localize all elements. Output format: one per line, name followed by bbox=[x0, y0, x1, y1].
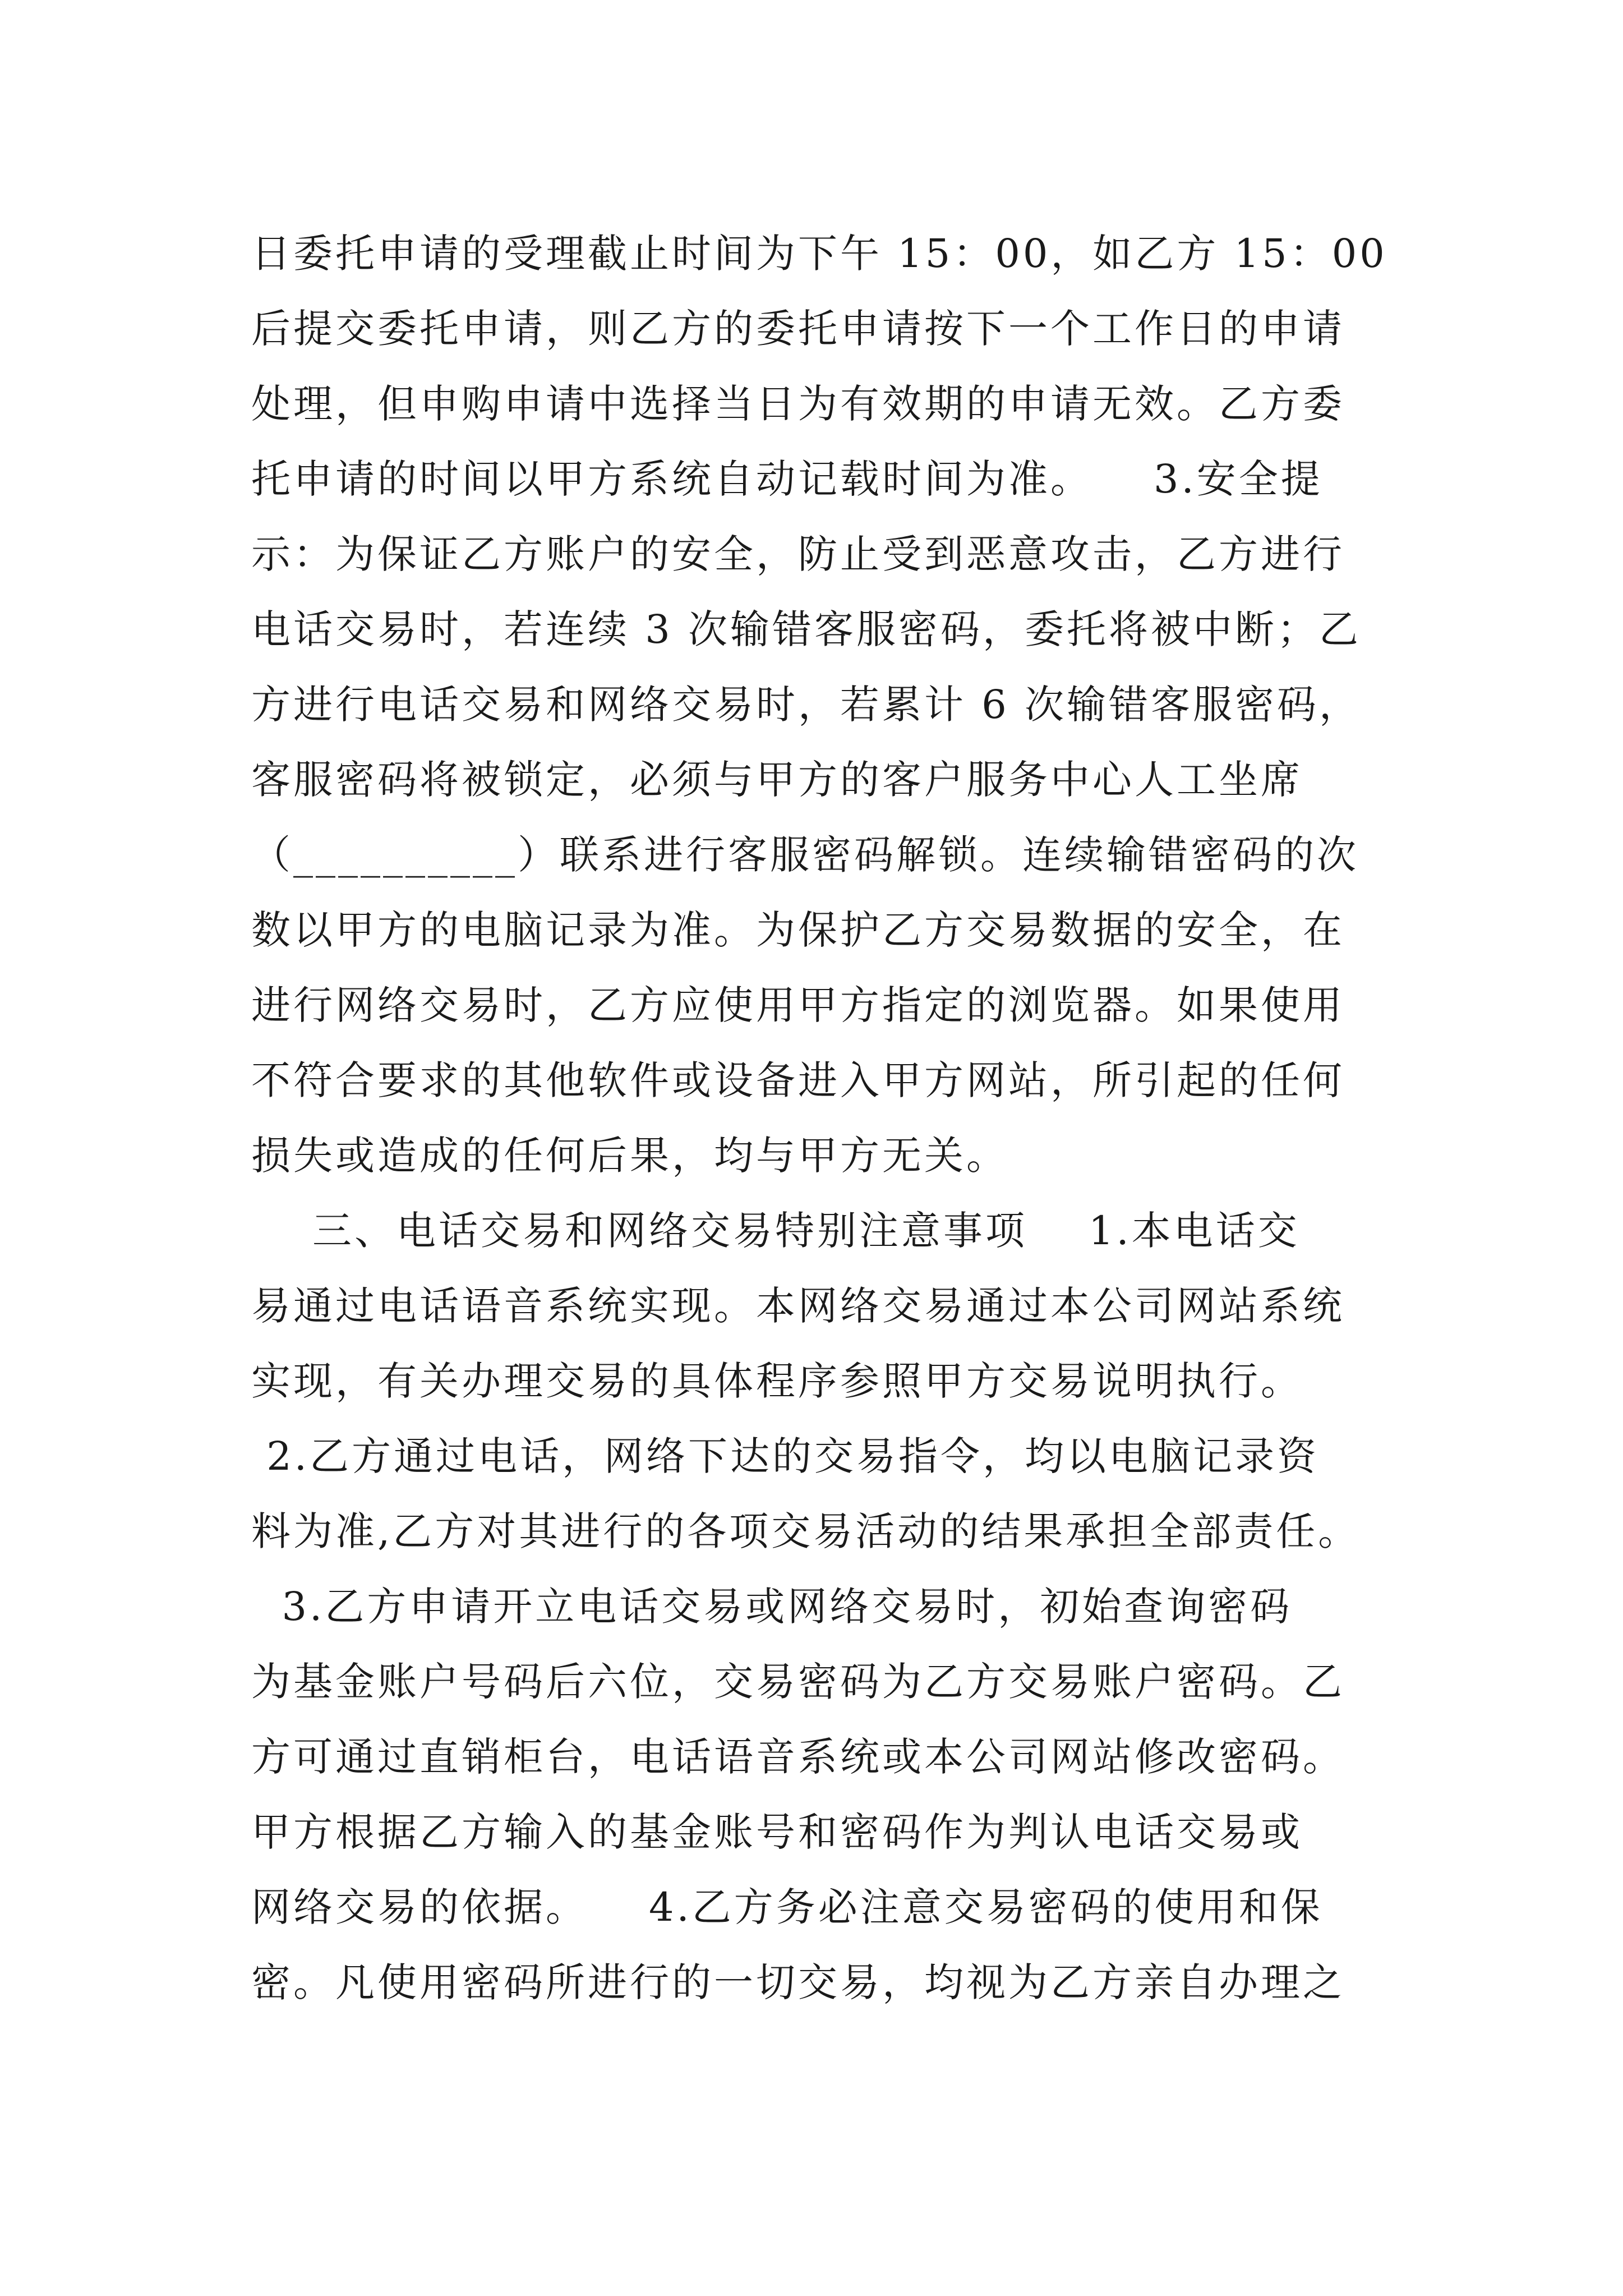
text-line: 损失或造成的任何后果，均与甲方无关。 bbox=[251, 1133, 1008, 1179]
text-line: （__________）联系进行客服密码解锁。连续输错密码的次 bbox=[251, 832, 1359, 878]
text-line: 示：为保证乙方账户的安全，防止受到恶意攻击，乙方进行 bbox=[251, 531, 1345, 577]
text-line: 为基金账户号码后六位，交易密码为乙方交易账户密码。乙 bbox=[251, 1659, 1345, 1705]
text-line: 方可通过直销柜台，电话语音系统或本公司网站修改密码。 bbox=[251, 1734, 1345, 1780]
text-line: 后提交委托申请，则乙方的委托申请按下一个工作日的申请 bbox=[251, 306, 1345, 352]
text-line: 日委托申请的受理截止时间为下午 15：00，如乙方 15：00 bbox=[251, 231, 1387, 277]
text-line: 实现，有关办理交易的具体程序参照甲方交易说明执行。 bbox=[251, 1358, 1303, 1404]
text-line: 进行网络交易时，乙方应使用甲方指定的浏览器。如果使用 bbox=[251, 982, 1345, 1028]
text-line: 方进行电话交易和网络交易时，若累计 6 次输错客服密码， bbox=[251, 682, 1362, 728]
text-line: 电话交易时，若连续 3 次输错客服密码，委托将被中断；乙 bbox=[251, 606, 1362, 652]
text-line: 密。凡使用密码所进行的一切交易，均视为乙方亲自办理之 bbox=[251, 1959, 1345, 2005]
text-line: 数以甲方的电脑记录为准。为保护乙方交易数据的安全，在 bbox=[251, 907, 1345, 953]
text-line: 易通过电话语音系统实现。本网络交易通过本公司网站系统 bbox=[251, 1283, 1345, 1329]
text-line: 网络交易的依据。 4.乙方务必注意交易密码的使用和保 bbox=[251, 1884, 1323, 1930]
text-line: 三、电话交易和网络交易特别注意事项 1.本电话交 bbox=[251, 1208, 1300, 1254]
text-line: 甲方根据乙方输入的基金账号和密码作为判认电话交易或 bbox=[251, 1809, 1303, 1855]
text-line: 托申请的时间以甲方系统自动记载时间为准。 3.安全提 bbox=[251, 456, 1323, 502]
text-line: 处理，但申购申请中选择当日为有效期的申请无效。乙方委 bbox=[251, 381, 1345, 427]
text-line: 客服密码将被锁定，必须与甲方的客户服务中心人工坐席 bbox=[251, 757, 1303, 803]
text-line: 2.乙方通过电话，网络下达的交易指令，均以电脑记录资 bbox=[251, 1433, 1320, 1479]
text-line: 不符合要求的其他软件或设备进入甲方网站，所引起的任何 bbox=[251, 1057, 1345, 1103]
body-text bbox=[251, 216, 1395, 2020]
text-line: 3.乙方申请开立电话交易或网络交易时，初始查询密码 bbox=[251, 1584, 1293, 1630]
text-line: 料为准,乙方对其进行的各项交易活动的结果承担全部责任。 bbox=[251, 1508, 1361, 1554]
